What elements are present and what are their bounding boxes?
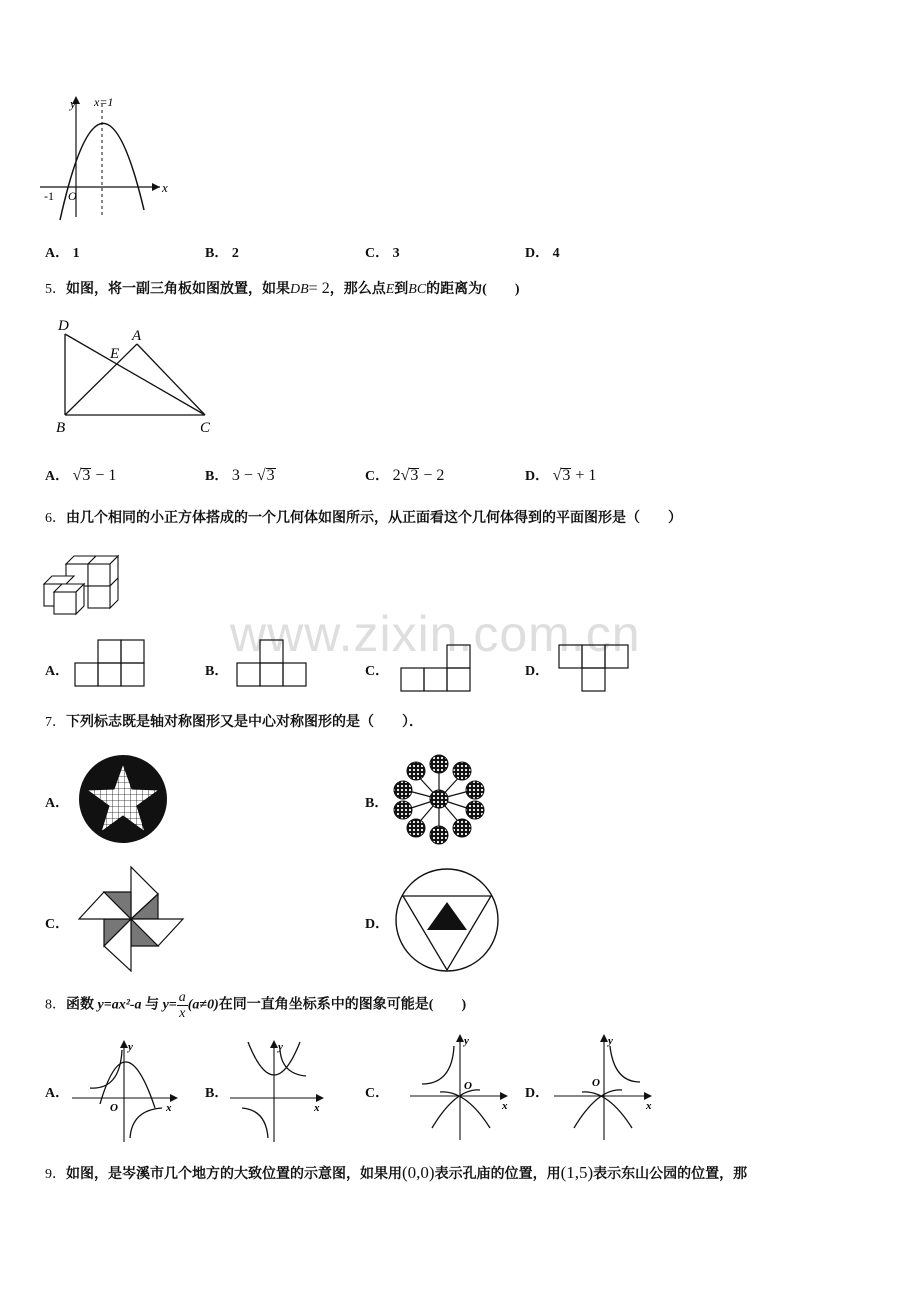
q4-option-c[interactable]: C． 3 bbox=[365, 246, 400, 261]
q4-neg-one-label: -1 bbox=[44, 189, 54, 203]
q4-option-b[interactable]: B． 2 bbox=[205, 246, 239, 261]
q8-d-o: O bbox=[592, 1077, 600, 1089]
q8-d-x: x bbox=[646, 1100, 652, 1112]
q5-label-e: E bbox=[110, 346, 120, 362]
q6-option-b-figure[interactable] bbox=[236, 638, 308, 688]
q6-option-d-figure[interactable] bbox=[558, 643, 630, 693]
q4-option-d[interactable]: D． 4 bbox=[525, 246, 560, 261]
q9-question: 9．如图，是岑溪市几个地方的大致位置的示意图，如果用(0,0)表示孔庙的位置，用(1,5)表示东山公园的位置，那 bbox=[45, 1163, 748, 1182]
q7-option-d-label[interactable]: D． bbox=[365, 917, 390, 932]
q5-option-c[interactable]: C． 2√3 − 2 bbox=[365, 467, 445, 484]
q8-a-y: y bbox=[128, 1041, 133, 1053]
q7-option-c-label[interactable]: C． bbox=[45, 917, 70, 932]
q7-option-a-label[interactable]: A． bbox=[45, 796, 70, 811]
q6-option-c-label[interactable]: C． bbox=[365, 664, 390, 679]
q4-axis-label: x=1 bbox=[94, 95, 114, 109]
q7-option-b-label[interactable]: B． bbox=[365, 796, 389, 811]
q7-option-d-circle-triangles[interactable] bbox=[393, 866, 501, 974]
q6-option-b-label[interactable]: B． bbox=[205, 664, 229, 679]
q5-label-a: A bbox=[132, 328, 142, 344]
q8-option-b-graph[interactable] bbox=[228, 1038, 340, 1144]
q6-question: 6．由几个相同的小正方体搭成的一个几何体如图所示，从正面看这个几何体得到的平面图形是（ ） bbox=[45, 511, 682, 526]
q5-option-d[interactable]: D． √3 + 1 bbox=[525, 467, 597, 484]
q8-question: 8．函数 y=ax²-a 与 y= $\frac{a}{x}$ (a≠0)在同一直角坐标系中的图象可能是( ) bbox=[45, 990, 467, 1021]
q5-label-b: B bbox=[56, 420, 66, 436]
q6-option-d-label[interactable]: D． bbox=[525, 664, 550, 679]
q6-option-c-figure[interactable] bbox=[400, 643, 472, 693]
q4-option-a[interactable]: A． 1 bbox=[45, 246, 80, 261]
q8-a-o: O bbox=[110, 1102, 118, 1114]
q5-option-a[interactable]: A． √3 − 1 bbox=[45, 467, 117, 484]
q5-question: 5．如图，将一副三角板如图放置，如果DB= 2，那么点E到BC的距离为( ) bbox=[45, 280, 520, 297]
q8-option-c-label[interactable]: C． bbox=[365, 1086, 390, 1101]
q8-option-a-label[interactable]: A． bbox=[45, 1086, 70, 1101]
q8-option-d-graph[interactable] bbox=[552, 1032, 664, 1142]
q8-b-x: x bbox=[314, 1102, 320, 1114]
watermark: www.zixin.com.cn bbox=[230, 606, 641, 662]
q6-option-a-figure[interactable] bbox=[74, 638, 146, 688]
q5-option-b[interactable]: B． 3 − √3 bbox=[205, 467, 275, 484]
q8-c-x: x bbox=[502, 1100, 508, 1112]
q5-triangle-figure bbox=[50, 312, 230, 442]
q7-option-b-flower-emblem[interactable] bbox=[392, 752, 486, 846]
q7-option-a-star-emblem[interactable] bbox=[76, 752, 170, 846]
q8-c-o: O bbox=[464, 1080, 472, 1092]
q4-origin-label: O bbox=[68, 189, 77, 203]
q5-label-c: C bbox=[200, 420, 211, 436]
q8-c-y: y bbox=[464, 1035, 469, 1047]
q8-a-x: x bbox=[166, 1102, 172, 1114]
q4-parabola-graph bbox=[40, 92, 180, 227]
q8-d-y: y bbox=[608, 1035, 613, 1047]
q8-option-d-label[interactable]: D． bbox=[525, 1086, 550, 1101]
q7-option-c-pinwheel[interactable] bbox=[78, 864, 188, 974]
q8-option-b-label[interactable]: B． bbox=[205, 1086, 229, 1101]
q8-b-y: y bbox=[278, 1041, 283, 1053]
q4-y-label: y bbox=[70, 96, 76, 111]
q8-option-a-graph[interactable] bbox=[70, 1038, 182, 1144]
q6-option-a-label[interactable]: A． bbox=[45, 664, 70, 679]
q4-x-label: x bbox=[162, 180, 168, 195]
q8-option-c-graph[interactable] bbox=[408, 1032, 520, 1142]
q8-fraction: $\frac{a}{x}$ bbox=[178, 990, 186, 1021]
q5-label-d: D bbox=[58, 318, 69, 334]
q6-cube-figure bbox=[40, 548, 130, 618]
q7-question: 7．下列标志既是轴对称图形又是中心对称图形的是（ ）． bbox=[45, 715, 423, 730]
